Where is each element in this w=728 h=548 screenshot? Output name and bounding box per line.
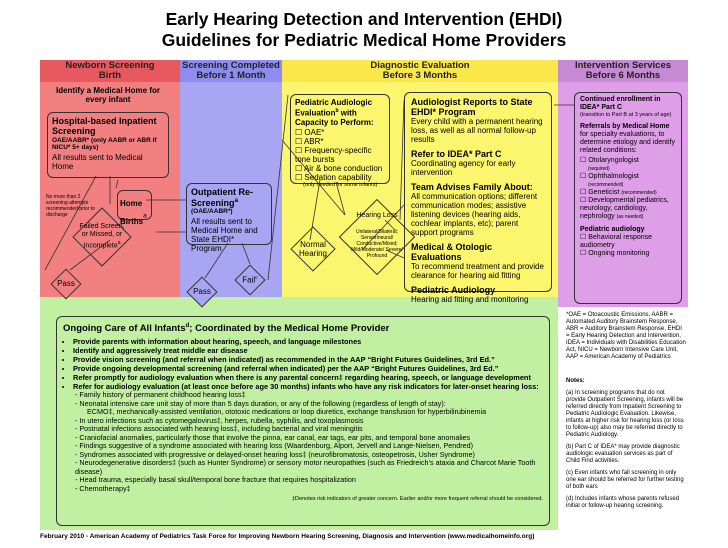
inpatient-text: All results sent to Medical Home bbox=[52, 153, 143, 171]
audiologic-evaluation-box bbox=[290, 94, 390, 188]
ped-aud-item: ☐ Ongoing monitoring bbox=[580, 250, 650, 257]
risk-text: Neonatal intensive care unit stay of more than 5 days duration, or any of the following (regardless of length of stay): bbox=[79, 398, 446, 408]
page-title-line-2: Guidelines for Pediatric Medical Home Providers bbox=[161, 30, 567, 50]
outpatient-text: All results sent to Medical Home and State EHDI* Program bbox=[191, 217, 258, 253]
header-completed-line2: Before 1 Month bbox=[196, 70, 266, 81]
ongoing-bullet: • Refer for audiology evaluation (at least once before age 30 months) infants who have any risk indicators for later-onset hearing loss: bbox=[73, 382, 543, 391]
note-item: (a) In screening programs that do not provide Outpatient Screening, infants will be referred directly from Inpatient Screening to Pediatric Audiologic Evaluation. Likewise, infants at higher risk for hearing loss (or loss to follow-up) also may be referred directly to Pediatric Audiology. bbox=[566, 390, 684, 438]
risk-item: - Neonatal intensive care unit stay of more than 5 days duration, or any of the following (regardless of length of stay): bbox=[75, 398, 446, 408]
specialists-list bbox=[580, 157, 676, 221]
ongoing-bullet: • Provide ongoing developmental screening (and referral when indicated) per the AAP “Bright Futures Guidelines, 3rd Ed.” bbox=[73, 364, 543, 373]
risk-text: Family history of permanent childhood hearing loss‡ bbox=[79, 390, 246, 400]
outpatient-pass-label: Pass bbox=[193, 287, 211, 296]
newborn-pass-diamond bbox=[50, 268, 82, 300]
normal-hearing-label: Normal Hearing bbox=[298, 240, 327, 258]
risk-text: Postnatal infections associated with hearing loss‡, including bacterial and viral meningitis bbox=[79, 424, 363, 434]
specialist-item: ☐ Geneticist (recommended) bbox=[580, 189, 657, 196]
medical-text: To recommend treatment and provide clearance for hearing aid fitting bbox=[411, 262, 544, 280]
capacity-item: ☐ Air & bone conduction bbox=[295, 163, 383, 173]
capacity-tone-bursts: Frequency-specific tone bursts bbox=[295, 145, 372, 164]
note-item: (d) Includes infants whose parents refused initial or follow-up hearing screening. bbox=[566, 496, 680, 509]
page-title-line-1: Early Hearing Detection and Intervention (EHDI) bbox=[165, 9, 563, 29]
newborn-pass-label: Pass bbox=[57, 279, 75, 288]
sedation-note: (only needed for some infants) bbox=[303, 181, 378, 188]
specialist-item: ☐ Ophthalmologist (recommended) bbox=[580, 173, 639, 188]
ongoing-bullet: • Identify and aggressively treat middle ear disease bbox=[73, 346, 543, 355]
ongoing-bullet: • Provide vision screening (and referral when indicated) as recommended in the AAP “Bright Futures Guidelines, 3rd Ed.” bbox=[73, 355, 543, 364]
home-births-sup: a bbox=[143, 212, 147, 220]
risk-text: Head trauma, especially basal skull/temporal bone fracture that requires hospitalization bbox=[79, 475, 356, 485]
abbreviation-legend bbox=[566, 312, 686, 366]
notes-title: Notes: bbox=[566, 378, 585, 384]
ongoing-care-box bbox=[56, 316, 550, 526]
header-intervention-line1: Intervention Services bbox=[574, 60, 672, 71]
referrals-title: Referrals by Medical Home bbox=[580, 123, 670, 130]
ongoing-bullets bbox=[63, 337, 543, 391]
inpatient-sub: OAE/AABR* (only AABR or ABR if NICU* 5+ days) bbox=[52, 137, 157, 151]
header-diagnostic-line1: Diagnostic Evaluation bbox=[370, 60, 470, 71]
failed-text: Failed Screen, or Missed, or Incomplete bbox=[79, 223, 125, 250]
capacity-item: ☐ Sedation capability bbox=[295, 172, 372, 182]
audiologic-title-rest: with Capacity to Perform: bbox=[295, 108, 374, 127]
risk-text: Neurodegenerative disorders‡ (such as Hunter Syndrome) or sensory motor neuropathies (such as Friedreich’s ataxia and Charcot Marie Tooth disease) bbox=[75, 458, 536, 476]
risk-text: Findings suggestive of a syndrome associated with hearing loss (Waardenburg, Alport, Jervell and Lange-Nielsen, Pendred) bbox=[79, 441, 474, 451]
fail-text: Fail bbox=[242, 275, 256, 285]
risk-item: - Chemotherapy‡ bbox=[75, 483, 131, 493]
audiologic-title bbox=[295, 98, 385, 127]
ongoing-title bbox=[63, 321, 543, 334]
risk-item: - Family history of permanent childhood hearing loss‡ bbox=[75, 390, 246, 400]
header-diagnostic-line2: Before 3 Months bbox=[382, 70, 458, 81]
risk-item: - Postnatal infections associated with hearing loss‡, including bacterial and viral meningitis bbox=[75, 424, 363, 434]
risk-text: Syndromes associated with progressive or delayed-onset hearing loss‡ (neurofibromatosis, osteopetrosis, Usher Syndrome) bbox=[79, 449, 475, 459]
ongoing-title-rest: ; Coordinated by the Medical Home Provider bbox=[189, 323, 390, 335]
referrals-text: for specialty evaluations, to determine etiology and identify related conditions: bbox=[580, 131, 675, 154]
capacity-oae: OAE* bbox=[304, 127, 325, 137]
capacity-abr: ABR* bbox=[303, 136, 324, 146]
header-completed-line1: Screening Completed bbox=[182, 60, 280, 71]
footer-citation: February 2010 - American Academy of Pediatrics Task Force for Improving Newborn Hearing Screening, Diagnosis and Intervention (www.medicalhomeinfo.org) bbox=[40, 533, 535, 540]
audiologic-title-text: Pediatric Audiologic Evaluation bbox=[295, 98, 373, 118]
risk-text: In utero infections such as cytomegalovirus‡, herpes, rubella, syphilis, and toxoplasmosis bbox=[79, 415, 364, 425]
outpatient-sub: (OAE/AABR*) bbox=[191, 208, 233, 215]
risk-item: - Neurodegenerative disorders‡ (such as Hunter Syndrome) or sensory motor neuropathies (such as Friedreich’s ataxia and Charcot Marie Tooth disease) bbox=[75, 458, 536, 476]
risk-text: Chemotherapy‡ bbox=[79, 483, 131, 493]
note-item: (b) Part C of IDEA* may provide diagnostic audiologic evaluation services as part of Child Find activities. bbox=[566, 444, 680, 464]
intervention-box bbox=[574, 92, 682, 304]
specialist-item: ☐ Developmental pediatrics, neurology, cardiology, nephrology (as needed) bbox=[580, 197, 669, 220]
legend-text: *OAE = Otoacoustic Emissions, AABR = Automated Auditory Brainstem Response, ABR = Auditory Brainstem Response, EHDI = Early Hearing Detection and Intervention, IDEA = Individuals with Disabilities Education Act, NICU = Newborn Intensive Care Unit, AAP = American Academy of Pediatrics bbox=[566, 312, 686, 360]
reports-text: Every child with a permanent hearing loss, as well as all normal follow-up results bbox=[411, 117, 543, 144]
pediatric-title: Pediatric Audiology bbox=[411, 285, 496, 295]
inpatient-title: Hospital-based Inpatient Screening bbox=[52, 116, 157, 136]
header-newborn-line2: Birth bbox=[98, 70, 122, 81]
notes bbox=[566, 378, 686, 515]
screening-attempts-note: No more than 2 screening attempts recommended prior to discharge bbox=[46, 194, 95, 218]
diagnostic-actions-box bbox=[404, 92, 552, 304]
team-title: Team Advises Family About: bbox=[411, 182, 533, 192]
outpatient-pass-diamond bbox=[186, 276, 218, 308]
capacity-sedation: Sedation capability bbox=[304, 172, 372, 182]
ongoing-bullet: • Refer promptly for audiology evaluation when there is any parental concern‡ regarding hearing, speech, or language development bbox=[73, 373, 543, 382]
capacity-air-bone: Air & bone conduction bbox=[303, 163, 383, 173]
risk-list bbox=[63, 391, 543, 493]
outpatient-rescreening-box bbox=[186, 183, 272, 253]
specialist-name: Ophthalmologist bbox=[588, 173, 639, 180]
specialist-name: Geneticist bbox=[588, 189, 620, 196]
risk-item: - In utero infections such as cytomegalovirus‡, herpes, rubella, syphilis, and toxoplasmosis bbox=[75, 415, 364, 425]
identify-medical-home: Identify a Medical Home for every infant bbox=[55, 86, 161, 104]
risk-item: - Head trauma, especially basal skull/temporal bone fracture that requires hospitalization bbox=[75, 475, 356, 485]
ped-aud-item: ☐ Behavioral response audiometry bbox=[580, 234, 653, 249]
capacity-item: ☐ OAE* bbox=[295, 127, 325, 137]
team-text: All communication options; different communication modes; assistive listening devices (hearing aids, cochlear implants, etc); parent support programs bbox=[411, 192, 538, 237]
ped-aud-list bbox=[580, 234, 676, 258]
normal-hearing-diamond bbox=[290, 226, 336, 272]
risk-text: Craniofacial anomalies, particularly those that involve the pinna, ear canal, ear tags, ear pits, and temporal bone anomalies bbox=[79, 432, 471, 442]
inpatient-screening-box bbox=[47, 112, 169, 178]
note-item: (c) Even infants who fail screening in only one ear should be referred for further testing of both ears bbox=[566, 470, 684, 490]
capacity-item: ☐ Frequency-specific tone bursts bbox=[295, 145, 372, 164]
header-newborn-line1: Newborn Screening bbox=[65, 60, 155, 71]
failed-sup: a bbox=[117, 240, 121, 246]
home-births-label: Home Births bbox=[120, 199, 144, 226]
specialist-note: (recommended) bbox=[621, 190, 657, 196]
header-intervention-line2: Before 6 Months bbox=[585, 70, 661, 81]
fail-sup: c bbox=[255, 275, 258, 281]
outpatient-fail-diamond bbox=[234, 264, 266, 296]
continued-sub: (transition to Part B at 3 years of age) bbox=[580, 112, 672, 118]
ongoing-title-text: Ongoing Care of All Infants bbox=[63, 323, 186, 335]
risk-item: - Findings suggestive of a syndrome associated with hearing loss (Waardenburg, Alport, Jervell and Lange-Nielsen, Pendred) bbox=[75, 441, 474, 451]
refer-title: Refer to IDEA* Part C bbox=[411, 149, 502, 159]
referrals-block bbox=[580, 123, 676, 155]
hearing-loss-label: Hearing Loss bbox=[356, 212, 398, 219]
outpatient-title bbox=[191, 187, 267, 208]
risk-item: - Syndromes associated with progressive or delayed-onset hearing loss‡ (neurofibromatosis, osteopetrosis, Usher Syndrome) bbox=[75, 449, 475, 459]
outpatient-fail-label bbox=[234, 275, 266, 285]
specialist-note: (required) bbox=[588, 166, 610, 172]
pediatric-text: Hearing aid fitting and monitoring bbox=[411, 295, 529, 304]
specialist-note: (as needed) bbox=[616, 214, 644, 220]
medical-title: Medical & Otologic Evaluations bbox=[411, 242, 493, 262]
continued-title: Continued enrollment in IDEA* Part C bbox=[580, 96, 661, 111]
specialist-name: Otolaryngologist bbox=[588, 157, 639, 164]
specialist-note: (recommended) bbox=[588, 182, 624, 188]
failed-label bbox=[77, 223, 127, 250]
capacity-item: ☐ ABR* bbox=[295, 136, 324, 146]
outpatient-sup: a bbox=[234, 197, 239, 204]
specialist-name: Developmental pediatrics, neurology, cardiology, nephrology bbox=[580, 197, 669, 220]
ongoing-bullet: • Provide parents with information about hearing, speech, and language milestones bbox=[73, 337, 543, 346]
outpatient-title-text: Outpatient Re-Screening bbox=[191, 187, 253, 208]
capacity-list bbox=[295, 128, 385, 182]
specialist-item: ☐ Otolaryngologist (required) bbox=[580, 157, 639, 172]
risk-text: ECMO‡, mechanically-assisted ventilation, ototoxic medications or loop diuretics, exchange transfusion for hyperbilirubinemia bbox=[87, 407, 487, 417]
ongoing-footnote: ‡Denotes risk indicators of greater concern. Earlier and/or more frequent referral should be considered. bbox=[292, 496, 543, 503]
reports-title: Audiologist Reports to State EHDI* Program bbox=[411, 97, 533, 117]
failed-screen-diamond bbox=[71, 206, 133, 268]
hearing-loss-types: Unilateral/Bilateral; Sensorineural/ Conductive/Mixed; Mild/Moderate/ Severe/ Profound bbox=[351, 229, 403, 259]
ped-aud-monitoring: Ongoing monitoring bbox=[588, 250, 650, 257]
refer-text: Coordinating agency for early intervention bbox=[411, 159, 516, 177]
audiologic-sup: b bbox=[335, 108, 339, 114]
risk-item: - Craniofacial anomalies, particularly those that involve the pinna, ear canal, ear tags, ear pits, and temporal bone anomalies bbox=[75, 432, 471, 442]
ped-aud-title: Pediatric audiology bbox=[580, 226, 645, 233]
ped-aud-behavioral: Behavioral response audiometry bbox=[580, 234, 653, 249]
ongoing-title-sup: d bbox=[185, 323, 190, 329]
